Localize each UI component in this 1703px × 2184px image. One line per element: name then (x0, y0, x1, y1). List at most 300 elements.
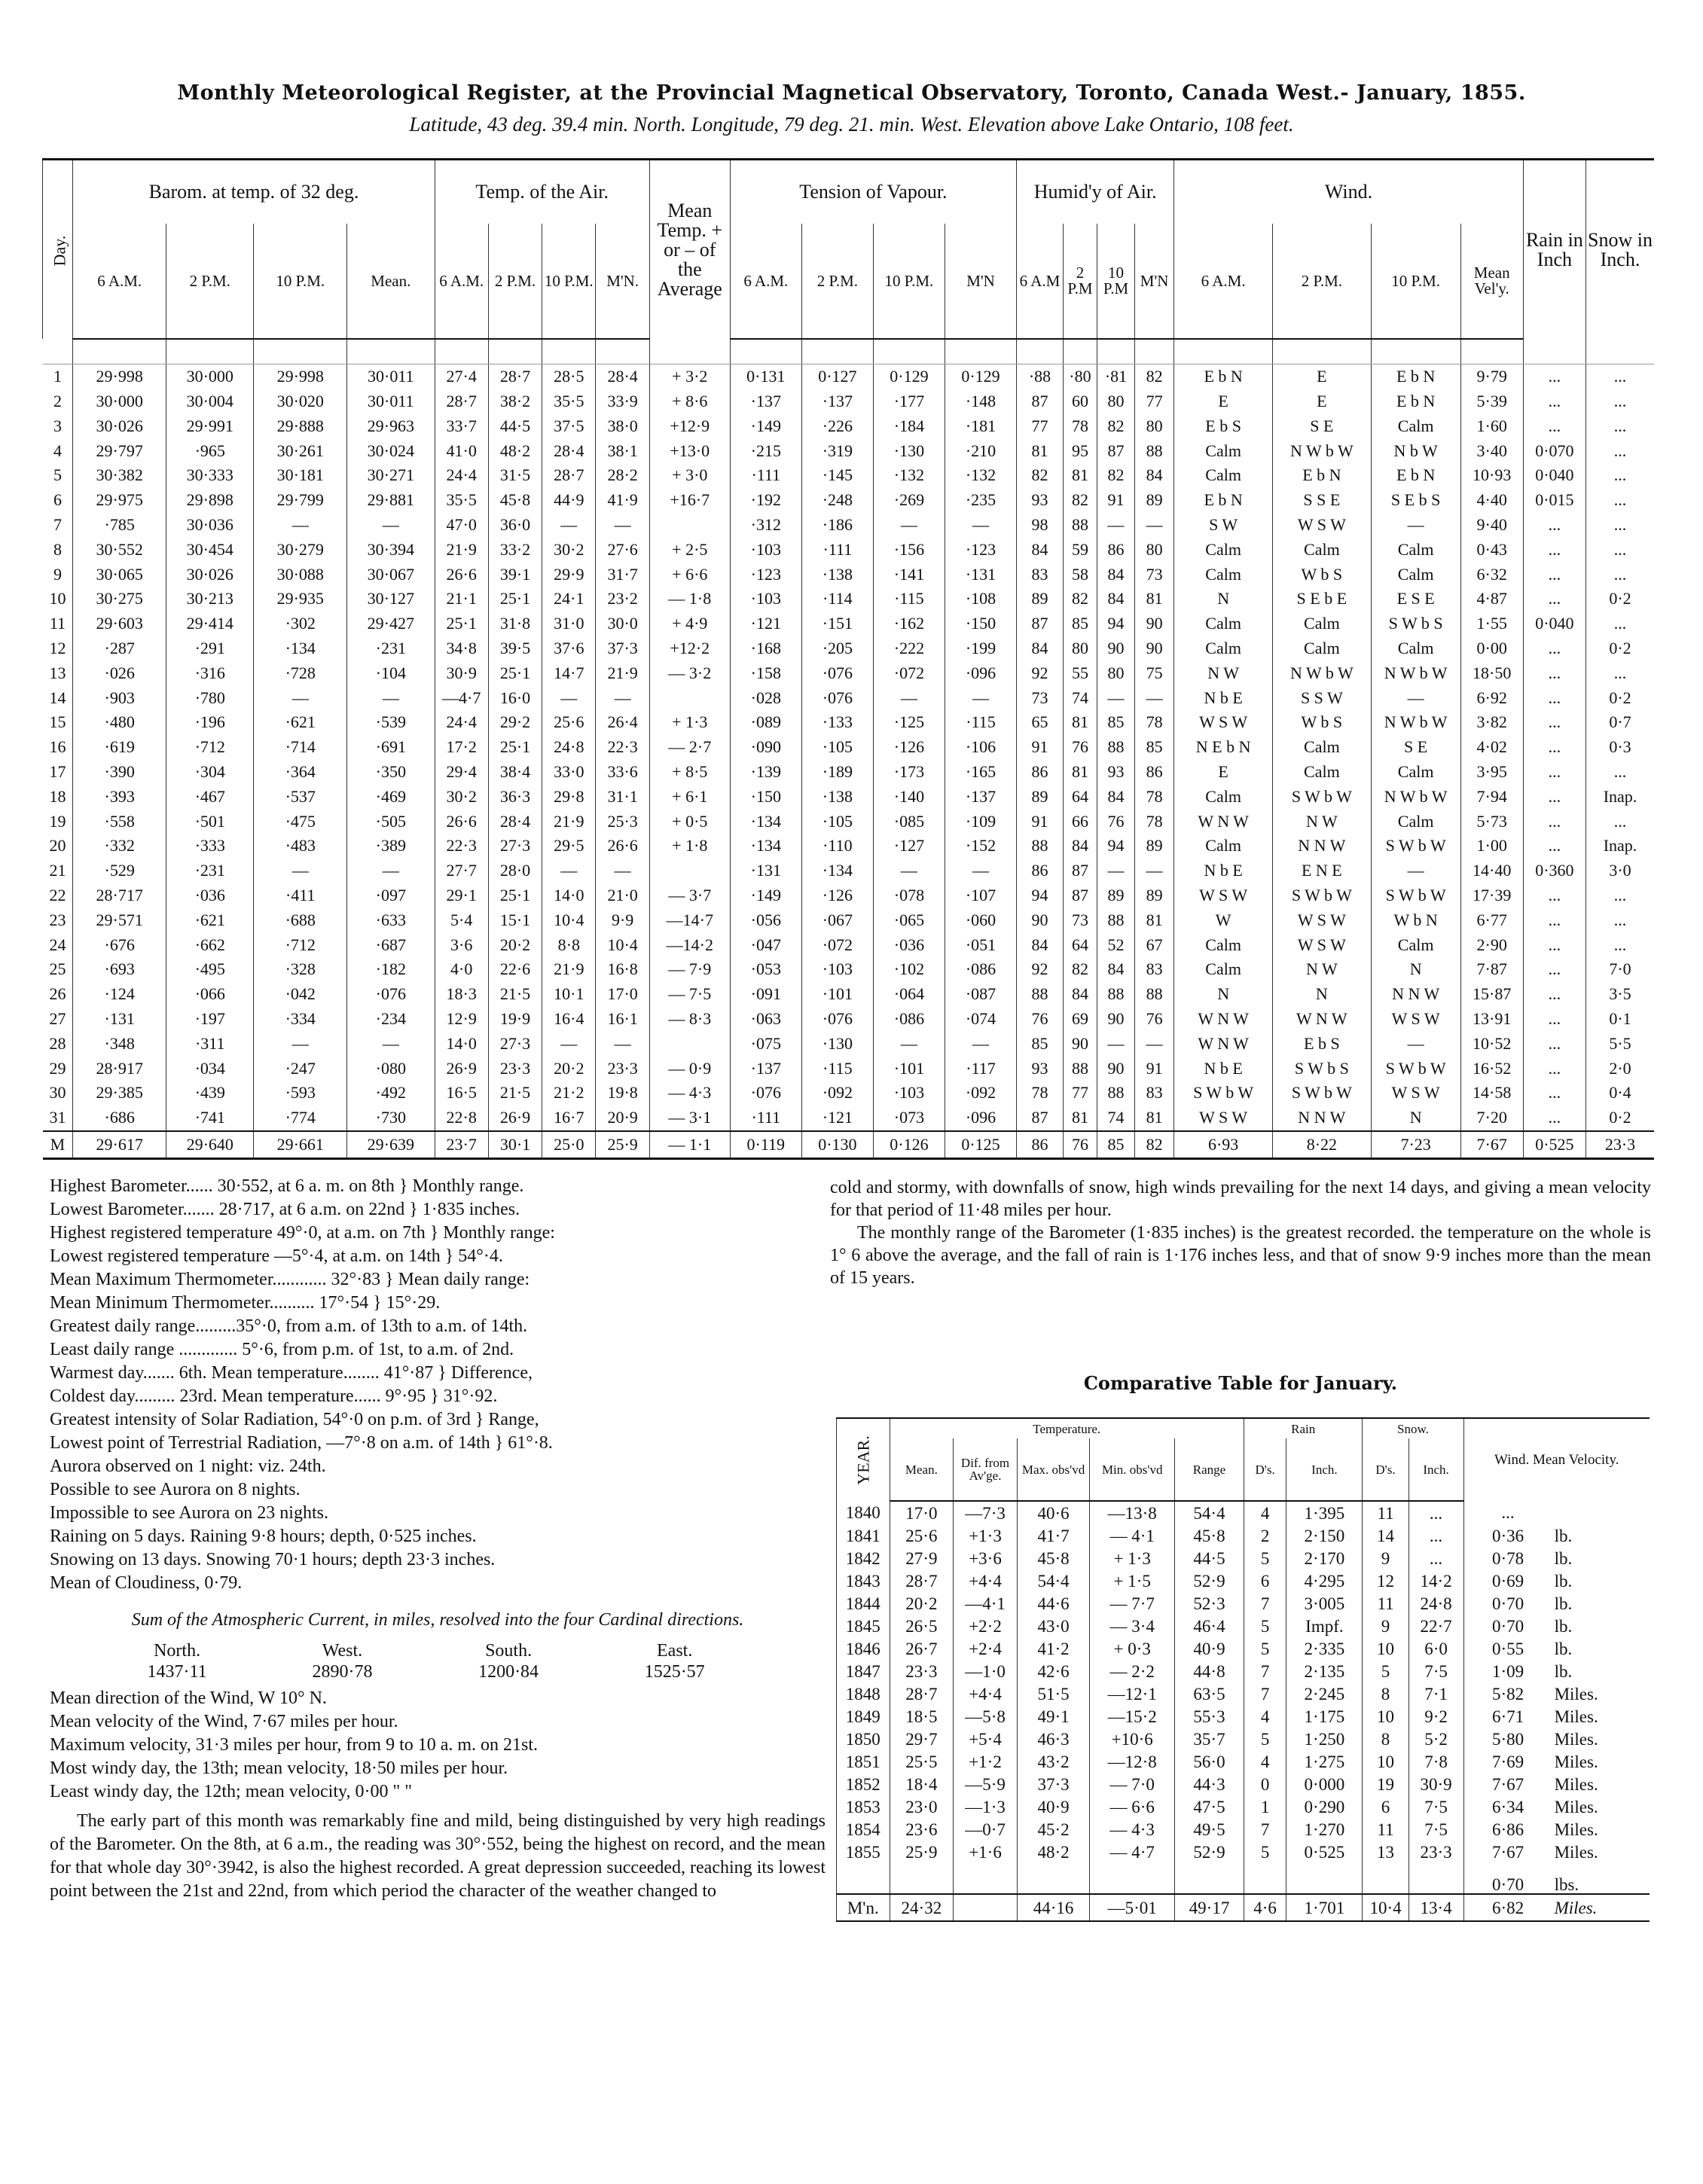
cmp-cell: lb. (1554, 1616, 1573, 1636)
register-cell: 0·2 (1585, 685, 1654, 710)
cmp-row (837, 1841, 1650, 1863)
register-cell: — (1134, 513, 1173, 538)
register-cell: ·126 (801, 883, 873, 908)
cmp-year-cell: 1843 (837, 1569, 890, 1592)
register-cell: 0·2 (1585, 636, 1654, 661)
register-cell: ·096 (945, 1106, 1016, 1131)
cmp-cell: +10·6 (1090, 1728, 1175, 1750)
register-cell: — (945, 859, 1016, 883)
register-cell: — (1097, 1031, 1135, 1056)
spacer-cell (1460, 339, 1523, 364)
cmp-lbs-row (837, 1863, 1650, 1894)
register-cell: 30·026 (73, 413, 166, 438)
register-cell: ... (1523, 784, 1585, 809)
register-cell: ·110 (801, 834, 873, 859)
register-cell: ·226 (801, 413, 873, 438)
register-cell: ... (1585, 513, 1654, 538)
cmp-cell: 7·67 (1463, 1841, 1552, 1863)
register-cell: 33·0 (542, 760, 596, 785)
register-cell: ·676 (73, 932, 166, 957)
register-cell: ·034 (166, 1056, 254, 1081)
register-cell: ... (1523, 562, 1585, 587)
register-cell: ... (1523, 1106, 1585, 1131)
day-cell: 14 (49, 688, 66, 707)
register-cell: 93 (1097, 760, 1135, 785)
register-cell: 16·0 (488, 685, 542, 710)
register-cell: N (1174, 982, 1273, 1007)
register-cell: 80 (1134, 537, 1173, 562)
register-cell: 17·39 (1460, 883, 1523, 908)
register-cell: 29·8 (542, 784, 596, 809)
register-cell: Calm (1174, 438, 1273, 463)
register-cell: 30·0 (596, 612, 649, 636)
register-cell: 36·3 (488, 784, 542, 809)
register-cell: ·186 (801, 513, 873, 538)
register-cell: Calm (1371, 932, 1460, 957)
cmp-mean-cell: 44·16 (1017, 1894, 1089, 1921)
register-cell: ... (1523, 735, 1585, 760)
register-cell: Calm (1174, 784, 1273, 809)
register-cell: 88 (1063, 513, 1097, 538)
register-cell: + 2·5 (649, 537, 730, 562)
register-cell: — 0·9 (649, 1056, 730, 1081)
cmp-cell: 25·9 (890, 1841, 954, 1863)
register-cell: ... (1523, 760, 1585, 785)
register-cell: 14·40 (1460, 859, 1523, 883)
register-cell: 95 (1063, 438, 1097, 463)
register-cell: 5·73 (1460, 809, 1523, 834)
cmp-cell: 45·2 (1017, 1818, 1089, 1841)
register-cell: ·056 (730, 907, 801, 932)
register-cell: ·145 (801, 463, 873, 488)
register-cell: Calm (1174, 636, 1273, 661)
register-cell: 31·7 (596, 562, 649, 587)
register-cell: 36·0 (488, 513, 542, 538)
cmp-cell: +5·4 (954, 1728, 1018, 1750)
register-row (43, 537, 1655, 562)
register-cell: N W (1174, 660, 1273, 685)
cmp-cell: 40·9 (1175, 1637, 1244, 1660)
register-cell: 86 (1017, 1131, 1064, 1159)
cmp-cell: 5 (1244, 1728, 1286, 1750)
register-cell: 88 (1017, 982, 1064, 1007)
register-cell: — (347, 513, 435, 538)
register-cell: ·539 (347, 710, 435, 735)
register-cell: — (945, 1031, 1016, 1056)
cmp-cell: 24·8 (1408, 1592, 1463, 1615)
register-cell: 9·9 (596, 907, 649, 932)
cmp-blank-cell (837, 1863, 890, 1894)
cmp-cell: —1·0 (954, 1660, 1018, 1682)
register-cell: 78 (1017, 1081, 1064, 1106)
reg-subheader: M'N. (596, 224, 649, 339)
register-table (42, 158, 1654, 1160)
register-cell: Calm (1174, 463, 1273, 488)
cmp-cell: 0·290 (1286, 1795, 1363, 1818)
cmp-cell: lb. (1554, 1594, 1573, 1613)
direction-name: West. (322, 1641, 363, 1661)
register-cell: E (1273, 364, 1372, 389)
cmp-cell: —1·3 (954, 1795, 1018, 1818)
register-cell: 30·279 (254, 537, 347, 562)
register-cell: 1·00 (1460, 834, 1523, 859)
register-cell: ·785 (73, 513, 166, 538)
reg-subheader: 6 A.M (1017, 224, 1064, 339)
register-cell: 82 (1017, 463, 1064, 488)
cmp-cell: 10 (1363, 1637, 1408, 1660)
day-cell: 2 (53, 392, 62, 411)
register-cell: ·026 (73, 660, 166, 685)
register-cell: 58 (1063, 562, 1097, 587)
register-cell: ·181 (945, 413, 1016, 438)
register-cell: 74 (1097, 1106, 1135, 1131)
register-cell: — (1097, 685, 1135, 710)
direction-value: 2890·78 (312, 1662, 373, 1682)
register-cell: 59 (1063, 537, 1097, 562)
reg-subheader: M'N (945, 224, 1016, 339)
register-cell: 16·7 (542, 1106, 596, 1131)
register-cell: + 6·6 (649, 562, 730, 587)
register-cell: 0·070 (1523, 438, 1585, 463)
day-cell: 28 (49, 1033, 66, 1053)
reg-subheader: 10 P.M. (542, 224, 596, 339)
register-cell: 26·4 (596, 710, 649, 735)
register-cell: ·109 (945, 809, 1016, 834)
paragraph-continued: cold and stormy, with downfalls of snow, high winds prevailing for the next 14 days, and giving a mean velocity for that period of 11·48 miles per hour. (830, 1178, 1651, 1220)
cmp-row (837, 1795, 1650, 1818)
register-cell: 30·271 (347, 463, 435, 488)
reg-subheader: 6 A.M. (435, 224, 488, 339)
cmp-cell: 14 (1363, 1524, 1408, 1547)
register-cell: 30·454 (166, 537, 254, 562)
reg-subheader: 10 P.M (1097, 224, 1135, 339)
register-cell: Calm (1371, 537, 1460, 562)
direction-table (95, 1640, 758, 1682)
register-cell: W S W (1371, 1081, 1460, 1106)
cmp-cell: 5 (1244, 1841, 1286, 1863)
register-cell: ·138 (801, 784, 873, 809)
register-cell: 82 (1134, 1131, 1173, 1159)
register-cell: ... (1585, 488, 1654, 513)
cmp-row (837, 1818, 1650, 1841)
register-cell: ·633 (347, 907, 435, 932)
register-cell: ... (1523, 907, 1585, 932)
cmp-year-cell: 1853 (837, 1795, 890, 1818)
day-cell: 1 (53, 367, 62, 386)
direction-name: East. (657, 1641, 693, 1661)
day-cell: 21 (49, 861, 66, 880)
cmp-cell: 4 (1244, 1501, 1286, 1524)
register-cell: Inap. (1585, 834, 1654, 859)
register-cell: ... (1585, 364, 1654, 389)
cmp-cell: 49·5 (1175, 1818, 1244, 1841)
register-cell: — (945, 685, 1016, 710)
cmp-cell: 4 (1244, 1705, 1286, 1728)
register-cell: 19·9 (488, 1007, 542, 1032)
register-cell: 12·9 (435, 1007, 488, 1032)
register-cell: 35·5 (435, 488, 488, 513)
register-cell: S W b W (1174, 1081, 1273, 1106)
register-cell: 90 (1134, 636, 1173, 661)
cmp-cell: 43·0 (1017, 1615, 1089, 1637)
register-cell: Calm (1371, 562, 1460, 587)
cmp-rain-group: Rain (1244, 1418, 1363, 1438)
register-cell: ·269 (873, 488, 945, 513)
register-cell: 14·0 (542, 883, 596, 908)
register-cell: S E b E (1273, 587, 1372, 612)
cmp-lbs-unit: lbs. (1554, 1875, 1579, 1894)
cmp-row (837, 1501, 1650, 1524)
register-cell: ·475 (254, 809, 347, 834)
register-cell: ... (1585, 760, 1654, 785)
register-cell: ·115 (945, 710, 1016, 735)
cmp-cell: lb. (1554, 1571, 1573, 1591)
register-cell: 44·5 (488, 413, 542, 438)
register-cell: S S W (1273, 685, 1372, 710)
register-cell: 83 (1134, 1081, 1173, 1106)
note-line: Highest Barometer...... 30·552, at 6 a. m. on 8th } Monthly range. (50, 1176, 524, 1196)
register-cell: 30·333 (166, 463, 254, 488)
register-cell: ·107 (945, 883, 1016, 908)
register-cell: ... (1585, 932, 1654, 957)
cmp-cell: Miles. (1554, 1842, 1598, 1862)
direction-value: 1525·57 (644, 1662, 705, 1682)
cmp-year-cell: 1842 (837, 1547, 890, 1569)
register-cell: + 1·8 (649, 834, 730, 859)
register-cell: 65 (1017, 710, 1064, 735)
cmp-cell: 7 (1244, 1818, 1286, 1841)
register-cell: 0·126 (873, 1131, 945, 1159)
register-cell: ·312 (730, 513, 801, 538)
cmp-row (837, 1592, 1650, 1615)
register-cell: 88 (1097, 982, 1135, 1007)
cmp-cell: 54·4 (1017, 1569, 1089, 1592)
cmp-row (837, 1773, 1650, 1795)
cmp-mean-cell: 10·4 (1363, 1894, 1408, 1921)
register-cell: ·197 (166, 1007, 254, 1032)
register-cell: W S W (1273, 513, 1372, 538)
cmp-cell: 46·3 (1017, 1728, 1089, 1750)
register-cell: N N W (1273, 834, 1372, 859)
cmp-subheader: D's. (1363, 1438, 1408, 1501)
register-cell: ... (1523, 413, 1585, 438)
register-cell: 81 (1017, 438, 1064, 463)
register-cell: ·619 (73, 735, 166, 760)
register-cell: +12·9 (649, 413, 730, 438)
register-cell: 29·998 (73, 364, 166, 389)
register-cell: S W b W (1273, 784, 1372, 809)
register-cell: ·328 (254, 957, 347, 982)
register-cell: 76 (1063, 1131, 1097, 1159)
register-cell: ·131 (945, 562, 1016, 587)
register-cell: 28·0 (488, 859, 542, 883)
register-cell: ·687 (347, 932, 435, 957)
reg-subheader: 10 P.M. (254, 224, 347, 339)
register-cell: Calm (1174, 834, 1273, 859)
group-humid: Humid'y of Air. (1017, 160, 1174, 224)
register-cell: 87 (1063, 859, 1097, 883)
cmp-cell: ... (1408, 1501, 1463, 1524)
register-cell: 29·5 (542, 834, 596, 859)
register-cell: 0·040 (1523, 463, 1585, 488)
register-cell: ·123 (945, 537, 1016, 562)
cmp-cell: 1·09 (1463, 1660, 1552, 1682)
cmp-cell: 44·3 (1175, 1773, 1244, 1795)
register-cell: 20·2 (542, 1056, 596, 1081)
cmp-cell: 30·9 (1408, 1773, 1463, 1795)
register-cell: 15·1 (488, 907, 542, 932)
cmp-row (837, 1547, 1650, 1569)
register-cell: 24·4 (435, 463, 488, 488)
register-cell: S W b W (1273, 1081, 1372, 1106)
register-cell: 25·9 (596, 1131, 649, 1159)
register-cell: W S W (1174, 883, 1273, 908)
register-cell: — (873, 513, 945, 538)
cmp-cell: 0·525 (1286, 1841, 1363, 1863)
register-cell: 30·026 (166, 562, 254, 587)
register-cell: N (1273, 982, 1372, 1007)
cmp-subheader: Max. obs'vd (1017, 1438, 1089, 1501)
register-cell: 84 (1134, 463, 1173, 488)
cmp-cell: 6·0 (1408, 1637, 1463, 1660)
cmp-mean-cell: 1·701 (1286, 1894, 1363, 1921)
note-line: Raining on 5 days. Raining 9·8 hours; depth, 0·525 inches. (50, 1527, 477, 1546)
register-cell: 88 (1063, 1056, 1097, 1081)
group-barom: Barom. at temp. of 32 deg. (73, 160, 435, 224)
register-cell: — (1371, 685, 1460, 710)
register-cell: ·480 (73, 710, 166, 735)
reg-subheader: 2 P.M. (166, 224, 254, 339)
register-cell: 88 (1134, 982, 1173, 1007)
register-cell: 87 (1063, 883, 1097, 908)
wind-line: Mean velocity of the Wind, 7·67 miles per hour. (50, 1712, 398, 1731)
cmp-cell: 1·250 (1286, 1728, 1363, 1750)
comparative-table (836, 1417, 1650, 1922)
cmp-cell: 2·135 (1286, 1660, 1363, 1682)
register-cell: 94 (1017, 883, 1064, 908)
register-cell: 88 (1017, 834, 1064, 859)
register-cell: 0·1 (1585, 1007, 1654, 1032)
register-cell: 44·9 (542, 488, 596, 513)
register-cell: ·036 (166, 883, 254, 908)
register-cell: 7·67 (1460, 1131, 1523, 1159)
register-cell: ·103 (873, 1081, 945, 1106)
register-cell: ·078 (873, 883, 945, 908)
register-cell: 89 (1017, 784, 1064, 809)
cmp-row (837, 1728, 1650, 1750)
register-cell: 30·065 (73, 562, 166, 587)
register-cell: 18·3 (435, 982, 488, 1007)
register-cell: 16·8 (596, 957, 649, 982)
register-cell: 94 (1097, 612, 1135, 636)
register-cell: 21·5 (488, 982, 542, 1007)
register-cell: ·177 (873, 389, 945, 414)
register-cell: ·028 (730, 685, 801, 710)
cmp-cell: 9 (1363, 1615, 1408, 1637)
register-cell: ·467 (166, 784, 254, 809)
register-cell: ·80 (1063, 364, 1097, 389)
day-cell: 25 (49, 959, 66, 979)
register-cell: ·364 (254, 760, 347, 785)
cmp-cell: 47·5 (1175, 1795, 1244, 1818)
register-cell: ·311 (166, 1031, 254, 1056)
register-cell: ·439 (166, 1081, 254, 1106)
register-cell: 81 (1063, 760, 1097, 785)
register-cell: E b N (1371, 463, 1460, 488)
register-cell: ·103 (801, 957, 873, 982)
register-cell: 20·9 (596, 1106, 649, 1131)
register-cell: 86 (1017, 859, 1064, 883)
register-cell: 28·7 (542, 463, 596, 488)
day-cell: 29 (49, 1058, 66, 1078)
register-cell: 0·129 (873, 364, 945, 389)
register-cell: W (1174, 907, 1273, 932)
reg-subheader: M'N (1134, 224, 1173, 339)
register-cell: 27·4 (435, 364, 488, 389)
register-cell: ... (1585, 413, 1654, 438)
cmp-cell: lb. (1554, 1639, 1573, 1658)
register-cell: 0·4 (1585, 1081, 1654, 1106)
cmp-mean-cell: 24·32 (890, 1894, 954, 1921)
register-cell: 9·79 (1460, 364, 1523, 389)
register-cell: ·092 (945, 1081, 1016, 1106)
register-cell: 82 (1063, 957, 1097, 982)
register-cell: W b S (1273, 562, 1372, 587)
register-cell: 87 (1017, 389, 1064, 414)
cmp-subheader: Min. obs'vd (1090, 1438, 1175, 1501)
register-cell: 30·011 (347, 389, 435, 414)
register-cell: 78 (1134, 784, 1173, 809)
cmp-cell: 0·70 (1463, 1592, 1552, 1615)
register-cell: 84 (1097, 562, 1135, 587)
spacer-cell (1585, 339, 1654, 364)
cmp-cell: —4·1 (954, 1592, 1018, 1615)
register-cell: N W b W (1371, 660, 1460, 685)
register-cell: S W b S (1273, 1056, 1372, 1081)
register-cell: ·089 (730, 710, 801, 735)
cmp-cell: 1·395 (1286, 1501, 1363, 1524)
register-cell: ·712 (166, 735, 254, 760)
register-cell: — (1371, 513, 1460, 538)
register-cell: 92 (1017, 660, 1064, 685)
register-cell: Calm (1174, 932, 1273, 957)
register-cell: +16·7 (649, 488, 730, 513)
register-cell: S E (1273, 413, 1372, 438)
register-cell: ·076 (347, 982, 435, 1007)
register-cell: ... (1523, 389, 1585, 414)
cmp-cell: 42·6 (1017, 1660, 1089, 1682)
register-cell: 23·3 (1585, 1131, 1654, 1159)
register-cell: —14·2 (649, 932, 730, 957)
register-cell: 0·00 (1460, 636, 1523, 661)
cmp-cell: 49·1 (1017, 1705, 1089, 1728)
register-cell: 30·394 (347, 537, 435, 562)
register-cell: N W b W (1371, 710, 1460, 735)
register-cell: 45·8 (488, 488, 542, 513)
reg-subheader: 2 P.M (1063, 224, 1097, 339)
register-cell: — (542, 685, 596, 710)
cmp-blank-cell (1244, 1863, 1286, 1894)
register-cell: — (945, 513, 1016, 538)
day-cell: 19 (49, 811, 66, 831)
cmp-cell: 27·9 (890, 1547, 954, 1569)
cmp-cell: 0 (1244, 1773, 1286, 1795)
register-cell: + 8·5 (649, 760, 730, 785)
register-row (43, 932, 1655, 957)
register-cell: 27·7 (435, 859, 488, 883)
register-cell: ·111 (730, 463, 801, 488)
register-cell: 84 (1097, 587, 1135, 612)
